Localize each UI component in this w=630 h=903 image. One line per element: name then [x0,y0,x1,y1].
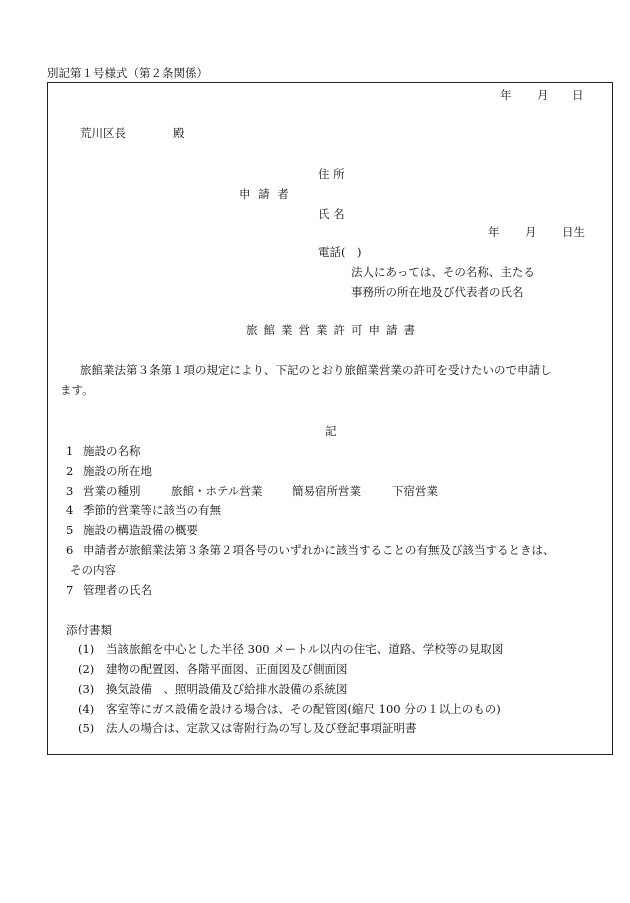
attachment-item: (1) 当該旅館を中心とした半径 300 メートル以内の住宅、道路、学校等の見取図 [78,642,504,656]
business-type-option: 旅館・ホテル営業 [171,484,263,498]
birth-month-label: 月 [525,225,537,239]
corporate-note-line2: 事務所の所在地及び代表者の氏名 [351,285,524,299]
list-item: 7 管理者の氏名 [66,583,152,597]
list-item: 2 施設の所在地 [66,464,152,478]
attachments-heading: 添付書類 [66,623,112,637]
attachment-item: (5) 法人の場合は、定款又は寄附行為の写し及び登記事項証明書 [78,721,417,735]
attachment-item: (2) 建物の配置図、各階平面図、正面図及び側面図 [78,662,348,676]
addressee-honorific: 殿 [173,126,185,140]
body-text-line1: 旅館業法第３条第１項の規定により、下記のとおり旅館業営業の許可を受けたいので申請し [80,363,552,377]
list-item: 6 申請者が旅館業法第３条第２項各号のいずれかに該当することの有無及び該当するときは、 [66,543,555,557]
addressee-name: 荒川区長 [80,126,126,140]
attachment-item: (4) 客室等にガス設備を設ける場合は、その配管図(縮尺 100 分の１以上のもの) [78,702,501,716]
business-type-option: 簡易宿所営業 [292,484,361,498]
list-item: 4 季節的営業等に該当の有無 [66,503,221,517]
birth-day-label: 日生 [562,225,585,239]
name-label: 氏 名 [318,207,345,221]
body-text-line2: ます。 [60,383,94,397]
date-year-label: 年 [500,88,512,102]
list-item: 3 営業の種別 [66,484,141,498]
form-label: 別記第１号様式（第２条関係） [47,66,208,80]
list-item-continuation: その内容 [70,563,116,577]
phone-label: 電話( ) [318,245,362,259]
corporate-note-line1: 法人にあっては、その名称、主たる [351,265,535,279]
attachment-item: (3) 換気設備 、照明設備及び給排水設備の系統図 [78,682,348,696]
birth-year-label: 年 [488,225,500,239]
list-item: 5 施設の構造設備の概要 [66,523,198,537]
date-day-label: 日 [572,88,584,102]
business-type-option: 下宿営業 [392,484,438,498]
list-item: 1 施設の名称 [66,444,141,458]
date-month-label: 月 [537,88,549,102]
address-label: 住 所 [318,167,345,181]
document-title: 旅館業営業許可申請書 [246,323,421,337]
ki-heading: 記 [325,424,337,438]
applicant-label: 申 請 者 [239,187,291,201]
